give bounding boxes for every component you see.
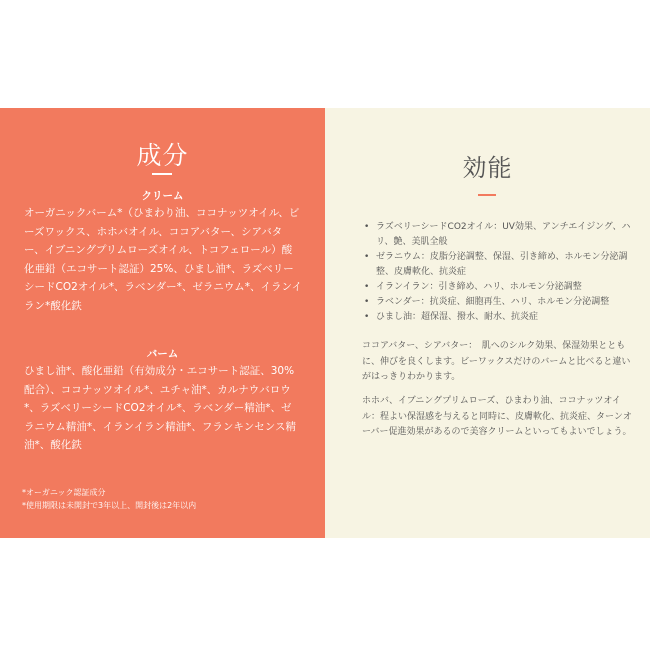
list-item: • ひまし油：超保湿、撥水、耐水、抗炎症 — [364, 310, 639, 325]
cream-heading: クリーム — [141, 190, 184, 202]
list-item: • ゼラニウム：皮脂分泌調整、保湿、引き締め、ホルモン分泌調整、皮膚軟化、抗炎症 — [364, 250, 639, 280]
effects-list — [364, 220, 639, 325]
title-divider — [478, 194, 496, 196]
footnotes — [22, 486, 312, 512]
ingredients-panel — [0, 108, 325, 538]
effects-panel — [325, 108, 650, 538]
balm-ingredients: ひまし油*、酸化亜鉛（有効成分・エコサート認証、30%配合）、ココナッツオイル*、ユチャ油*、カルナウバロウ*、ラズベリーシードCO2オイル*、ラベンダー精油*、ゼラニウム精油*、イランイラン精油*、フランキンセンス精油*、酸化鉄 — [24, 365, 296, 451]
list-item: • イランイラン：引き締め、ハリ、ホルモン分泌調整 — [364, 280, 639, 295]
effects-title: 効能 — [462, 154, 513, 182]
butter-description: ココアバター、シアバター： 肌へのシルク効果、保湿効果とともに、伸びを良くします。ビーワックスだけのバームと比べると違いがはっきりわかります。 — [362, 341, 631, 382]
footnote-expiry: *使用期限は未開封で3年以上、開封後は2年以内 — [22, 501, 197, 510]
title-divider — [152, 173, 172, 175]
footnote-organic: *オーガニック認証成分 — [22, 488, 106, 497]
info-panels — [0, 108, 650, 538]
balm-heading: バーム — [146, 348, 179, 360]
list-item: • ラベンダー：抗炎症、細胞再生、ハリ、ホルモン分泌調整 — [364, 295, 639, 310]
list-item: • ラズベリーシードCO2オイル：UV効果、アンチエイジング、ハリ、艶、美肌全般 — [364, 220, 639, 250]
ingredients-title: 成分 — [136, 141, 189, 170]
oil-description: ホホバ、イブニングプリムローズ、ひまわり油、ココナッツオイル：程よい保湿感を与えると同時に、皮膚軟化、抗炎症、ターンオーバー促進効果があるので美容クリームといってもよいでしょう。 — [362, 396, 632, 437]
cream-ingredients: オーガニックバーム*（ひまわり油、ココナッツオイル、ビーズワックス、ホホバオイル、ココアバター、シアバター、イブニングプリムローズオイル、トコフェロール）酸化亜鉛（エコサート認証）25%、ひまし油*、ラズベリーシードCO2オイル*、ラベンダー*、ゼラニウム*、イランイラン*酸化鉄 — [24, 207, 302, 312]
